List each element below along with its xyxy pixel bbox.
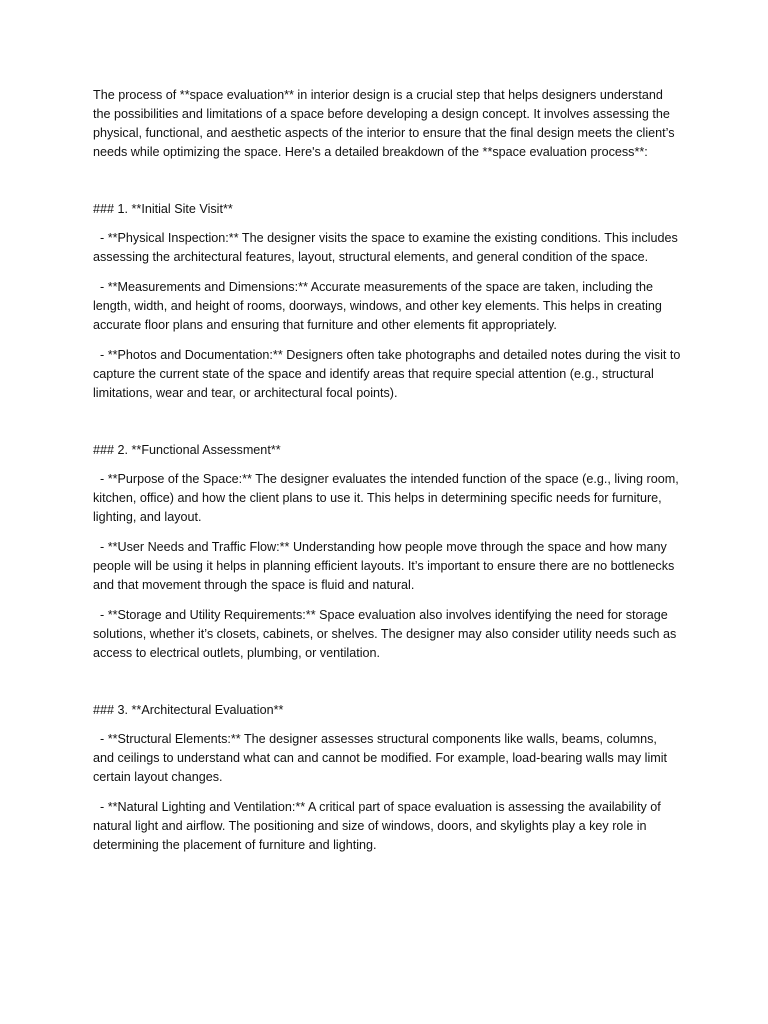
bullet-user-needs-and-traffic-flow: - **User Needs and Traffic Flow:** Understanding how people move through the space and how many people will be using it helps in planning efficient layouts. It’s important to ensure there are no bottlenecks and that movement through the space is fluid and natural. — [93, 540, 675, 592]
section-heading: ### 1. **Initial Site Visit** — [93, 202, 233, 216]
bullet-storage-and-utility-requirements: - **Storage and Utility Requirements:** Space evaluation also involves identifying the need for storage solutions, whether it’s closets, cabinets, or shelves. The designer may also consider utility needs such as access to electrical outlets, plumbing, or ventilation. — [93, 608, 677, 660]
bullet-structural-elements: - **Structural Elements:** The designer assesses structural components like walls, beams, columns, and ceilings to understand what can and cannot be modified. For example, load-bearing walls may limit certain layout changes. — [93, 732, 668, 784]
document-body — [93, 86, 681, 866]
section-heading: ### 3. **Architectural Evaluation** — [93, 703, 284, 717]
section-functional-assessment — [93, 441, 681, 663]
bullet-measurements-and-dimensions: - **Measurements and Dimensions:** Accurate measurements of the space are taken, including the length, width, and height of rooms, doorways, windows, and other key elements. This helps in creating accurate floor plans and ensuring that furniture and other elements fit appropriately. — [93, 280, 662, 332]
bullet-natural-lighting-and-ventilation: - **Natural Lighting and Ventilation:** A critical part of space evaluation is assessing the availability of natural light and airflow. The positioning and size of windows, doors, and skylights play a key role in determining the placement of furniture and lighting. — [93, 800, 661, 852]
bullet-purpose-of-the-space: - **Purpose of the Space:** The designer evaluates the intended function of the space (e.g., living room, kitchen, office) and how the client plans to use it. This helps in determining specific needs for furniture, lighting, and layout. — [93, 472, 679, 524]
intro-paragraph: The process of **space evaluation** in interior design is a crucial step that helps designers understand the possibilities and limitations of a space before developing a design concept. It involves assessing the physical, functional, and aesthetic aspects of the interior to ensure that the final design meets the client’s needs while optimizing the space. Here's a detailed breakdown of the **space evaluation process**: — [93, 88, 675, 159]
section-initial-site-visit — [93, 200, 681, 403]
section-heading: ### 2. **Functional Assessment** — [93, 443, 281, 457]
bullet-photos-and-documentation: - **Photos and Documentation:** Designers often take photographs and detailed notes during the visit to capture the current state of the space and identify areas that require special attention (e.g., structural limitations, wear and tear, or architectural focal points). — [93, 348, 681, 400]
bullet-physical-inspection: - **Physical Inspection:** The designer visits the space to examine the existing conditions. This includes assessing the architectural features, layout, structural elements, and general condition of the space. — [93, 231, 678, 264]
section-architectural-evaluation — [93, 701, 681, 855]
